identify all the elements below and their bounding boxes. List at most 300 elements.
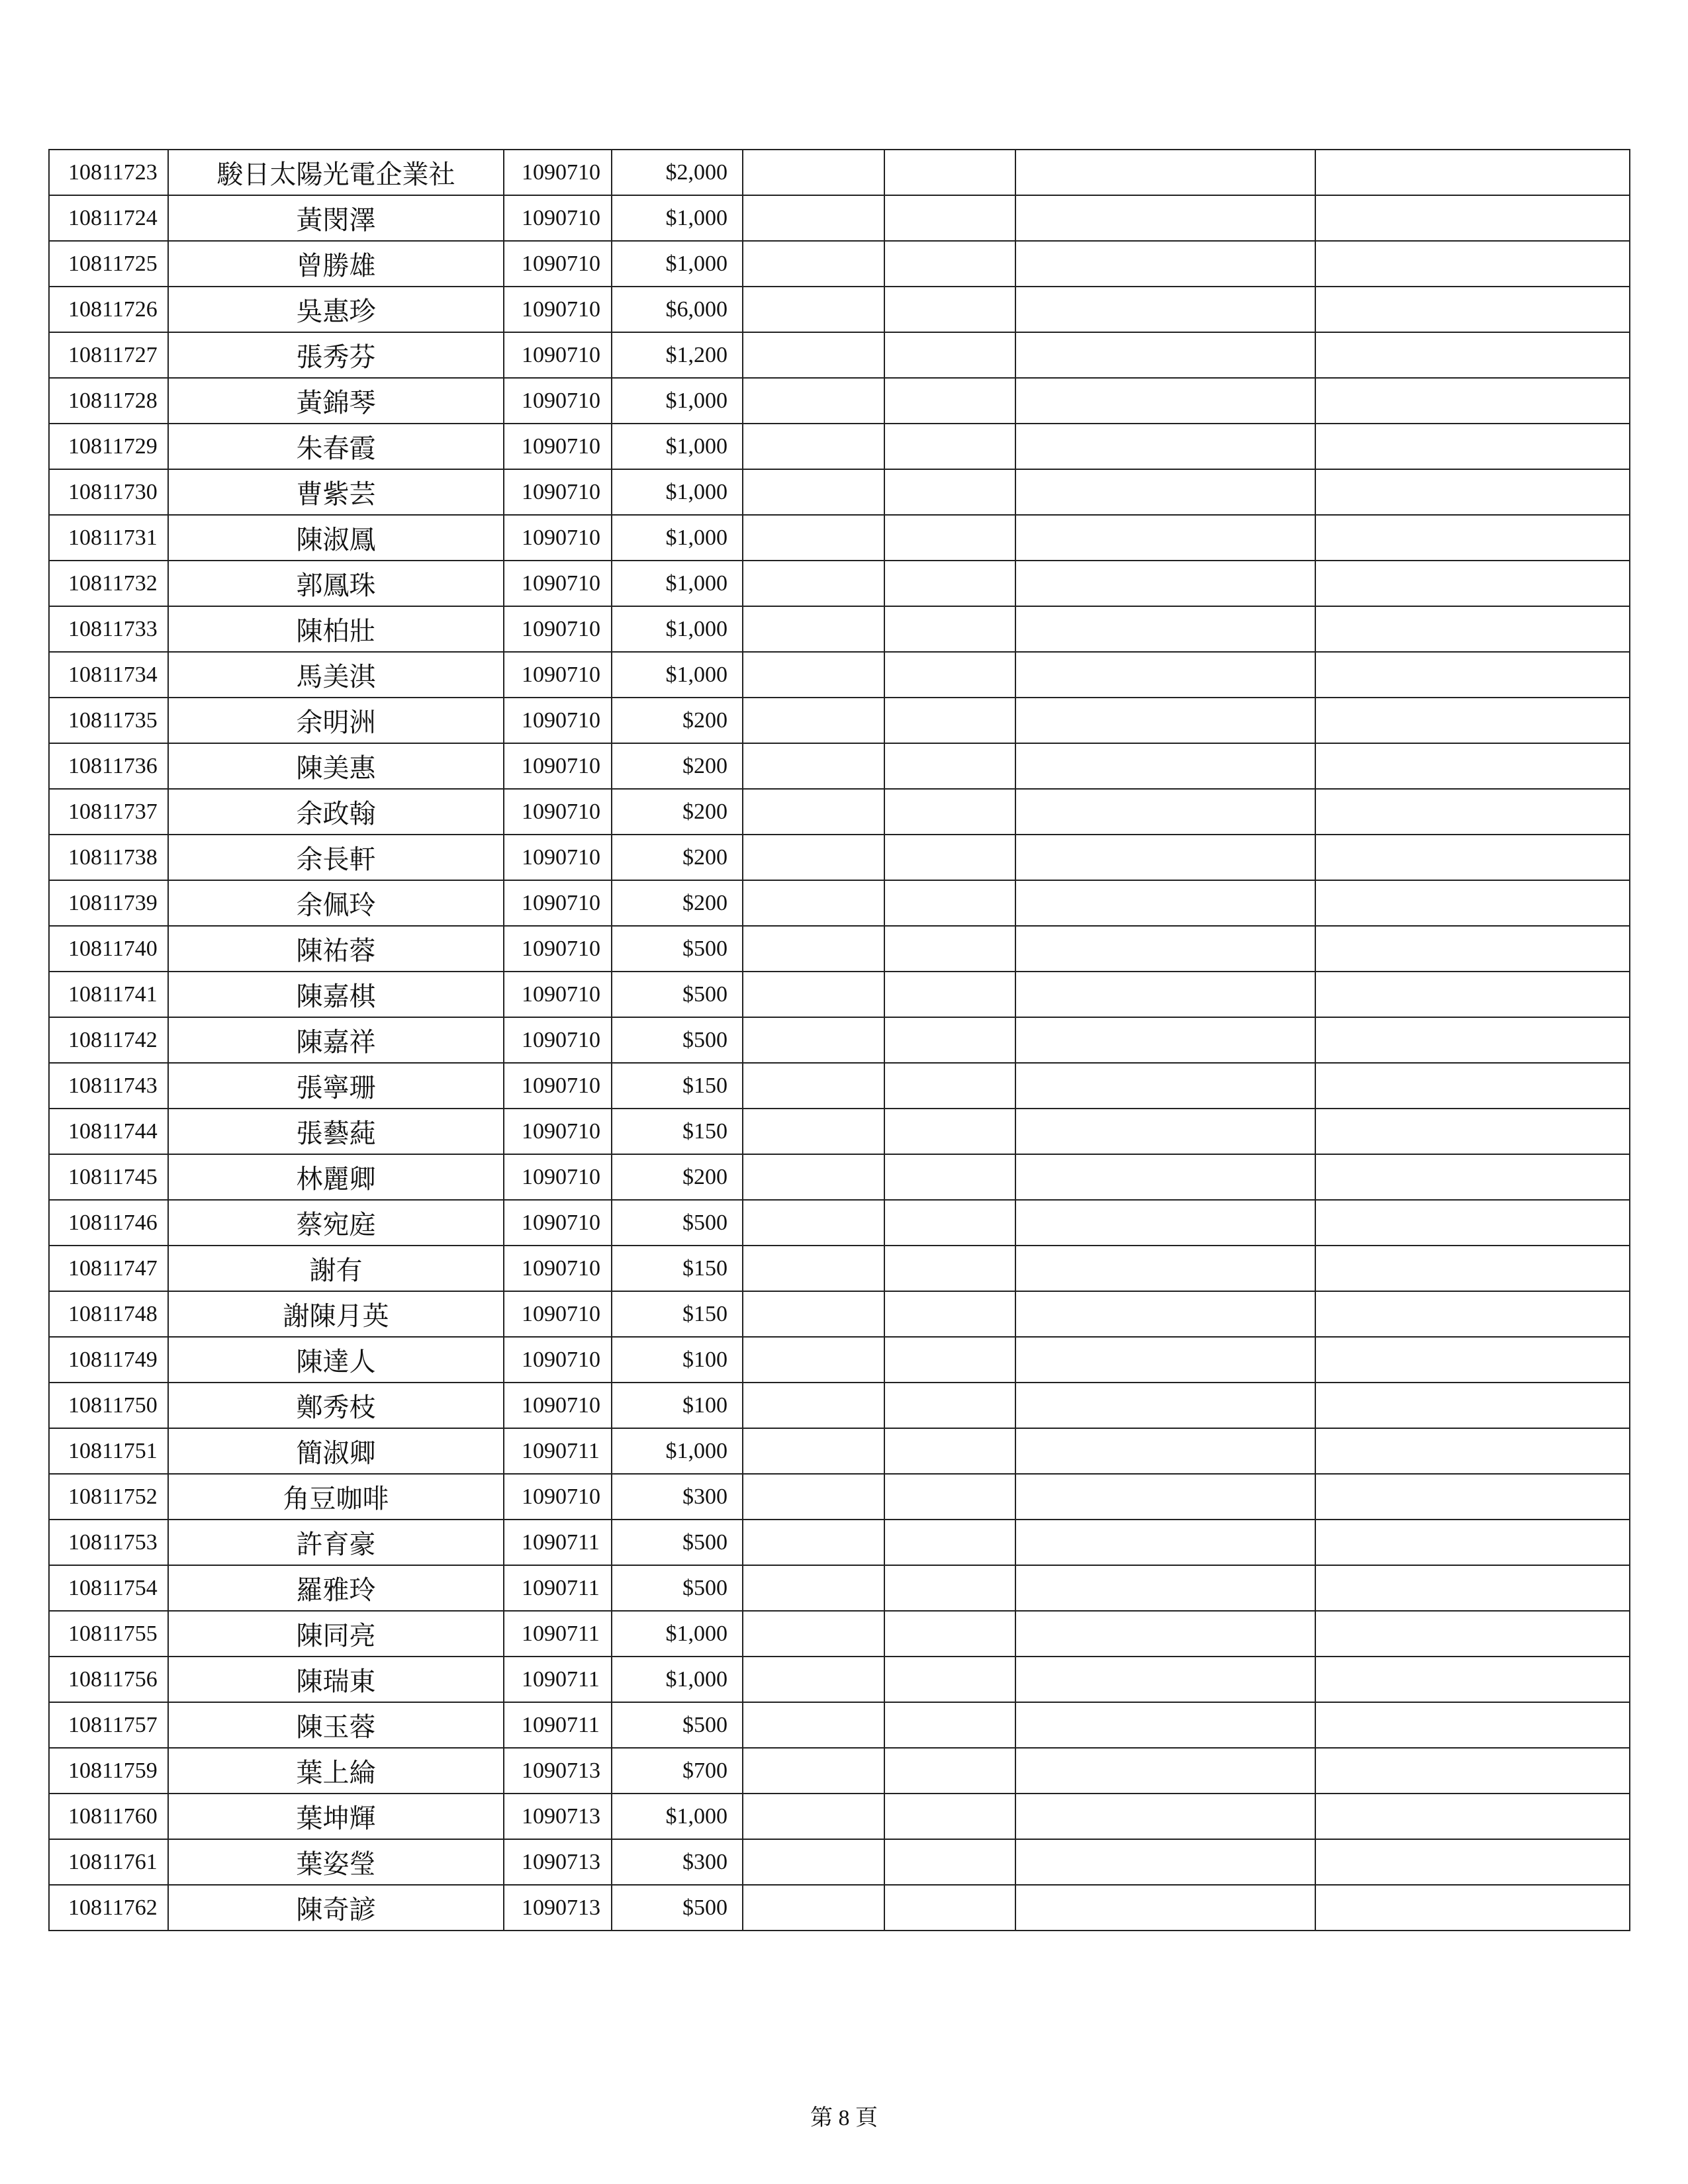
empty-cell xyxy=(1315,150,1630,195)
empty-cell xyxy=(884,1017,1015,1063)
empty-cell xyxy=(884,1885,1015,1931)
empty-cell xyxy=(1015,743,1315,789)
empty-cell xyxy=(1315,743,1630,789)
donation-date-cell: 1090710 xyxy=(504,1063,612,1109)
table-row xyxy=(49,1565,1630,1611)
donor-name-cell: 謝陳月英 xyxy=(168,1291,504,1337)
empty-cell xyxy=(1015,1109,1315,1154)
empty-cell xyxy=(743,789,884,835)
empty-cell xyxy=(743,1794,884,1839)
receipt-number-cell: 10811739 xyxy=(49,880,168,926)
receipt-number-cell: 10811723 xyxy=(49,150,168,195)
receipt-number-cell: 10811752 xyxy=(49,1474,168,1520)
donation-amount-cell: $1,000 xyxy=(612,1611,743,1657)
table-row xyxy=(49,150,1630,195)
empty-cell xyxy=(1015,287,1315,332)
receipt-number-cell: 10811726 xyxy=(49,287,168,332)
empty-cell xyxy=(884,1428,1015,1474)
table-row xyxy=(49,880,1630,926)
empty-cell xyxy=(1315,1794,1630,1839)
donation-date-cell: 1090710 xyxy=(504,1291,612,1337)
donation-amount-cell: $1,000 xyxy=(612,652,743,698)
donor-name-cell: 陳達人 xyxy=(168,1337,504,1383)
donor-name-cell: 陳嘉棋 xyxy=(168,972,504,1017)
empty-cell xyxy=(743,1520,884,1565)
table-row xyxy=(49,332,1630,378)
donor-name-cell: 陳奇諺 xyxy=(168,1885,504,1931)
empty-cell xyxy=(884,880,1015,926)
empty-cell xyxy=(1015,972,1315,1017)
donation-amount-cell: $1,000 xyxy=(612,606,743,652)
empty-cell xyxy=(884,469,1015,515)
donation-date-cell: 1090710 xyxy=(504,743,612,789)
receipt-number-cell: 10811734 xyxy=(49,652,168,698)
empty-cell xyxy=(1015,332,1315,378)
receipt-number-cell: 10811743 xyxy=(49,1063,168,1109)
donation-amount-cell: $500 xyxy=(612,1702,743,1748)
donation-amount-cell: $150 xyxy=(612,1109,743,1154)
donation-date-cell: 1090710 xyxy=(504,1200,612,1246)
empty-cell xyxy=(743,1565,884,1611)
empty-cell xyxy=(743,469,884,515)
receipt-number-cell: 10811762 xyxy=(49,1885,168,1931)
donation-date-cell: 1090710 xyxy=(504,698,612,743)
empty-cell xyxy=(884,606,1015,652)
donation-amount-cell: $200 xyxy=(612,698,743,743)
table-row xyxy=(49,287,1630,332)
empty-cell xyxy=(884,1520,1015,1565)
empty-cell xyxy=(1015,1839,1315,1885)
empty-cell xyxy=(1315,332,1630,378)
donor-name-cell: 張寧珊 xyxy=(168,1063,504,1109)
donation-date-cell: 1090710 xyxy=(504,424,612,469)
donation-amount-cell: $200 xyxy=(612,835,743,880)
empty-cell xyxy=(743,972,884,1017)
empty-cell xyxy=(743,743,884,789)
empty-cell xyxy=(884,1154,1015,1200)
table-body xyxy=(49,150,1630,1931)
donation-amount-cell: $500 xyxy=(612,1885,743,1931)
empty-cell xyxy=(884,1291,1015,1337)
empty-cell xyxy=(1315,1383,1630,1428)
donation-amount-cell: $500 xyxy=(612,1017,743,1063)
empty-cell xyxy=(743,241,884,287)
empty-cell xyxy=(1015,1657,1315,1702)
donor-name-cell: 余長軒 xyxy=(168,835,504,880)
table-row xyxy=(49,652,1630,698)
empty-cell xyxy=(1315,972,1630,1017)
empty-cell xyxy=(1315,469,1630,515)
empty-cell xyxy=(1015,378,1315,424)
empty-cell xyxy=(1015,424,1315,469)
empty-cell xyxy=(1015,469,1315,515)
receipt-number-cell: 10811747 xyxy=(49,1246,168,1291)
table-row xyxy=(49,743,1630,789)
donor-name-cell: 葉姿瑩 xyxy=(168,1839,504,1885)
empty-cell xyxy=(1315,789,1630,835)
empty-cell xyxy=(1015,606,1315,652)
empty-cell xyxy=(1015,1017,1315,1063)
empty-cell xyxy=(1315,926,1630,972)
donation-amount-cell: $200 xyxy=(612,789,743,835)
donor-name-cell: 陳祐蓉 xyxy=(168,926,504,972)
donor-name-cell: 陳淑鳳 xyxy=(168,515,504,561)
empty-cell xyxy=(743,606,884,652)
donation-date-cell: 1090710 xyxy=(504,515,612,561)
donation-date-cell: 1090710 xyxy=(504,835,612,880)
empty-cell xyxy=(884,241,1015,287)
table-row xyxy=(49,1474,1630,1520)
table-row xyxy=(49,241,1630,287)
receipt-number-cell: 10811736 xyxy=(49,743,168,789)
empty-cell xyxy=(1315,1748,1630,1794)
donation-date-cell: 1090713 xyxy=(504,1839,612,1885)
receipt-number-cell: 10811737 xyxy=(49,789,168,835)
donation-amount-cell: $6,000 xyxy=(612,287,743,332)
empty-cell xyxy=(1015,195,1315,241)
receipt-number-cell: 10811757 xyxy=(49,1702,168,1748)
empty-cell xyxy=(884,378,1015,424)
receipt-number-cell: 10811756 xyxy=(49,1657,168,1702)
receipt-number-cell: 10811759 xyxy=(49,1748,168,1794)
donation-amount-cell: $500 xyxy=(612,926,743,972)
receipt-number-cell: 10811735 xyxy=(49,698,168,743)
empty-cell xyxy=(743,1109,884,1154)
empty-cell xyxy=(1315,1017,1630,1063)
donor-name-cell: 羅雅玲 xyxy=(168,1565,504,1611)
table-row xyxy=(49,1337,1630,1383)
empty-cell xyxy=(1315,424,1630,469)
receipt-number-cell: 10811724 xyxy=(49,195,168,241)
donation-amount-cell: $1,000 xyxy=(612,378,743,424)
donation-date-cell: 1090710 xyxy=(504,1109,612,1154)
table-row xyxy=(49,195,1630,241)
empty-cell xyxy=(1015,1291,1315,1337)
empty-cell xyxy=(1315,1520,1630,1565)
empty-cell xyxy=(884,1200,1015,1246)
donation-amount-cell: $200 xyxy=(612,880,743,926)
empty-cell xyxy=(884,1657,1015,1702)
donation-date-cell: 1090713 xyxy=(504,1794,612,1839)
table-row xyxy=(49,1702,1630,1748)
donation-amount-cell: $500 xyxy=(612,1565,743,1611)
empty-cell xyxy=(1315,1611,1630,1657)
donor-name-cell: 余佩玲 xyxy=(168,880,504,926)
donor-name-cell: 簡淑卿 xyxy=(168,1428,504,1474)
donation-date-cell: 1090710 xyxy=(504,1474,612,1520)
donor-name-cell: 郭鳳珠 xyxy=(168,561,504,606)
page-number: 第 8 頁 xyxy=(810,2106,878,2130)
donation-date-cell: 1090711 xyxy=(504,1428,612,1474)
empty-cell xyxy=(1015,880,1315,926)
empty-cell xyxy=(1315,378,1630,424)
empty-cell xyxy=(1015,1565,1315,1611)
donation-amount-cell: $1,000 xyxy=(612,195,743,241)
empty-cell xyxy=(884,698,1015,743)
donor-name-cell: 陳瑞東 xyxy=(168,1657,504,1702)
empty-cell xyxy=(743,1383,884,1428)
empty-cell xyxy=(1015,561,1315,606)
table-row xyxy=(49,1520,1630,1565)
donation-amount-cell: $1,000 xyxy=(612,1794,743,1839)
table-row xyxy=(49,1611,1630,1657)
empty-cell xyxy=(884,1565,1015,1611)
empty-cell xyxy=(884,424,1015,469)
empty-cell xyxy=(884,195,1015,241)
donation-date-cell: 1090710 xyxy=(504,1017,612,1063)
donation-date-cell: 1090710 xyxy=(504,1383,612,1428)
donation-amount-cell: $1,000 xyxy=(612,424,743,469)
table-row xyxy=(49,1748,1630,1794)
donation-date-cell: 1090710 xyxy=(504,332,612,378)
receipt-number-cell: 10811761 xyxy=(49,1839,168,1885)
empty-cell xyxy=(743,1702,884,1748)
empty-cell xyxy=(884,835,1015,880)
empty-cell xyxy=(884,926,1015,972)
donation-amount-cell: $1,000 xyxy=(612,515,743,561)
table-row xyxy=(49,1885,1630,1931)
empty-cell xyxy=(884,1702,1015,1748)
empty-cell xyxy=(1315,1474,1630,1520)
receipt-number-cell: 10811728 xyxy=(49,378,168,424)
donation-date-cell: 1090710 xyxy=(504,469,612,515)
empty-cell xyxy=(1315,1428,1630,1474)
empty-cell xyxy=(1315,606,1630,652)
empty-cell xyxy=(884,1109,1015,1154)
table-row xyxy=(49,698,1630,743)
donation-date-cell: 1090710 xyxy=(504,241,612,287)
empty-cell xyxy=(1315,1109,1630,1154)
empty-cell xyxy=(1015,1474,1315,1520)
table-row xyxy=(49,1291,1630,1337)
empty-cell xyxy=(743,332,884,378)
receipt-number-cell: 10811730 xyxy=(49,469,168,515)
donation-amount-cell: $700 xyxy=(612,1748,743,1794)
donation-date-cell: 1090713 xyxy=(504,1885,612,1931)
donor-name-cell: 朱春霞 xyxy=(168,424,504,469)
donor-name-cell: 許育豪 xyxy=(168,1520,504,1565)
donation-amount-cell: $1,000 xyxy=(612,469,743,515)
receipt-number-cell: 10811733 xyxy=(49,606,168,652)
donation-date-cell: 1090710 xyxy=(504,606,612,652)
table-row xyxy=(49,926,1630,972)
donation-date-cell: 1090710 xyxy=(504,652,612,698)
donation-date-cell: 1090710 xyxy=(504,378,612,424)
donation-amount-cell: $500 xyxy=(612,1200,743,1246)
empty-cell xyxy=(743,1474,884,1520)
donation-amount-cell: $2,000 xyxy=(612,150,743,195)
receipt-number-cell: 10811753 xyxy=(49,1520,168,1565)
donation-date-cell: 1090710 xyxy=(504,1246,612,1291)
donation-amount-cell: $150 xyxy=(612,1063,743,1109)
table-row xyxy=(49,1154,1630,1200)
empty-cell xyxy=(1015,1063,1315,1109)
empty-cell xyxy=(743,835,884,880)
donor-name-cell: 蔡宛庭 xyxy=(168,1200,504,1246)
empty-cell xyxy=(1315,241,1630,287)
empty-cell xyxy=(1015,515,1315,561)
donation-amount-cell: $150 xyxy=(612,1246,743,1291)
empty-cell xyxy=(884,789,1015,835)
donor-name-cell: 鄭秀枝 xyxy=(168,1383,504,1428)
receipt-number-cell: 10811738 xyxy=(49,835,168,880)
receipt-number-cell: 10811755 xyxy=(49,1611,168,1657)
receipt-number-cell: 10811732 xyxy=(49,561,168,606)
donor-name-cell: 張藝蒓 xyxy=(168,1109,504,1154)
donor-name-cell: 曾勝雄 xyxy=(168,241,504,287)
empty-cell xyxy=(884,1794,1015,1839)
empty-cell xyxy=(1315,652,1630,698)
empty-cell xyxy=(884,652,1015,698)
table-row xyxy=(49,1200,1630,1246)
receipt-number-cell: 10811749 xyxy=(49,1337,168,1383)
donation-amount-cell: $200 xyxy=(612,743,743,789)
donation-date-cell: 1090710 xyxy=(504,880,612,926)
empty-cell xyxy=(1315,835,1630,880)
table-row xyxy=(49,378,1630,424)
table-row xyxy=(49,789,1630,835)
receipt-number-cell: 10811731 xyxy=(49,515,168,561)
table-row xyxy=(49,561,1630,606)
table-row xyxy=(49,1428,1630,1474)
donation-date-cell: 1090710 xyxy=(504,195,612,241)
empty-cell xyxy=(1315,287,1630,332)
empty-cell xyxy=(743,378,884,424)
receipt-number-cell: 10811750 xyxy=(49,1383,168,1428)
empty-cell xyxy=(1015,1520,1315,1565)
donation-amount-cell: $1,200 xyxy=(612,332,743,378)
table-row xyxy=(49,1383,1630,1428)
donation-amount-cell: $100 xyxy=(612,1337,743,1383)
donor-name-cell: 謝有 xyxy=(168,1246,504,1291)
donor-name-cell: 黃閔澤 xyxy=(168,195,504,241)
empty-cell xyxy=(743,1337,884,1383)
empty-cell xyxy=(1315,1337,1630,1383)
empty-cell xyxy=(743,926,884,972)
empty-cell xyxy=(743,515,884,561)
receipt-number-cell: 10811740 xyxy=(49,926,168,972)
empty-cell xyxy=(1315,1839,1630,1885)
empty-cell xyxy=(884,150,1015,195)
donor-name-cell: 曹紫芸 xyxy=(168,469,504,515)
empty-cell xyxy=(743,1428,884,1474)
donor-name-cell: 葉坤輝 xyxy=(168,1794,504,1839)
receipt-number-cell: 10811725 xyxy=(49,241,168,287)
donation-amount-cell: $500 xyxy=(612,972,743,1017)
donation-date-cell: 1090711 xyxy=(504,1520,612,1565)
empty-cell xyxy=(884,515,1015,561)
empty-cell xyxy=(1015,1154,1315,1200)
receipt-number-cell: 10811741 xyxy=(49,972,168,1017)
donor-name-cell: 葉上綸 xyxy=(168,1748,504,1794)
empty-cell xyxy=(743,698,884,743)
receipt-number-cell: 10811748 xyxy=(49,1291,168,1337)
donation-date-cell: 1090710 xyxy=(504,287,612,332)
donor-name-cell: 吳惠珍 xyxy=(168,287,504,332)
donation-date-cell: 1090711 xyxy=(504,1611,612,1657)
donation-table xyxy=(48,149,1630,1931)
empty-cell xyxy=(1315,515,1630,561)
empty-cell xyxy=(1015,652,1315,698)
empty-cell xyxy=(743,652,884,698)
receipt-number-cell: 10811746 xyxy=(49,1200,168,1246)
table-row xyxy=(49,1246,1630,1291)
donor-name-cell: 陳同亮 xyxy=(168,1611,504,1657)
empty-cell xyxy=(1015,698,1315,743)
table-row xyxy=(49,1839,1630,1885)
empty-cell xyxy=(1015,1748,1315,1794)
receipt-number-cell: 10811729 xyxy=(49,424,168,469)
empty-cell xyxy=(1315,1657,1630,1702)
empty-cell xyxy=(884,332,1015,378)
donation-date-cell: 1090710 xyxy=(504,926,612,972)
empty-cell xyxy=(743,1063,884,1109)
table-row xyxy=(49,1063,1630,1109)
empty-cell xyxy=(884,561,1015,606)
empty-cell xyxy=(884,287,1015,332)
empty-cell xyxy=(743,150,884,195)
empty-cell xyxy=(1015,1794,1315,1839)
empty-cell xyxy=(1315,1291,1630,1337)
donation-date-cell: 1090710 xyxy=(504,1337,612,1383)
empty-cell xyxy=(743,1839,884,1885)
empty-cell xyxy=(743,424,884,469)
donation-amount-cell: $500 xyxy=(612,1520,743,1565)
empty-cell xyxy=(884,972,1015,1017)
donor-name-cell: 余政翰 xyxy=(168,789,504,835)
empty-cell xyxy=(1015,1611,1315,1657)
empty-cell xyxy=(743,1291,884,1337)
empty-cell xyxy=(743,1657,884,1702)
donation-amount-cell: $300 xyxy=(612,1474,743,1520)
empty-cell xyxy=(1315,1702,1630,1748)
donation-amount-cell: $150 xyxy=(612,1291,743,1337)
empty-cell xyxy=(1315,1246,1630,1291)
receipt-number-cell: 10811745 xyxy=(49,1154,168,1200)
table-row xyxy=(49,1109,1630,1154)
donor-name-cell: 角豆咖啡 xyxy=(168,1474,504,1520)
receipt-number-cell: 10811727 xyxy=(49,332,168,378)
donor-name-cell: 黃錦琴 xyxy=(168,378,504,424)
empty-cell xyxy=(1015,1885,1315,1931)
table-row xyxy=(49,424,1630,469)
donation-amount-cell: $1,000 xyxy=(612,241,743,287)
donation-amount-cell: $1,000 xyxy=(612,1428,743,1474)
empty-cell xyxy=(743,195,884,241)
empty-cell xyxy=(743,1154,884,1200)
donor-name-cell: 陳美惠 xyxy=(168,743,504,789)
empty-cell xyxy=(1315,1200,1630,1246)
empty-cell xyxy=(1015,1702,1315,1748)
receipt-number-cell: 10811754 xyxy=(49,1565,168,1611)
empty-cell xyxy=(1015,1428,1315,1474)
empty-cell xyxy=(1015,241,1315,287)
empty-cell xyxy=(1015,789,1315,835)
empty-cell xyxy=(1315,880,1630,926)
donation-amount-cell: $200 xyxy=(612,1154,743,1200)
empty-cell xyxy=(1315,1063,1630,1109)
empty-cell xyxy=(1315,698,1630,743)
empty-cell xyxy=(884,1611,1015,1657)
donation-date-cell: 1090710 xyxy=(504,561,612,606)
empty-cell xyxy=(884,1474,1015,1520)
empty-cell xyxy=(743,880,884,926)
empty-cell xyxy=(884,1748,1015,1794)
empty-cell xyxy=(1315,561,1630,606)
receipt-number-cell: 10811742 xyxy=(49,1017,168,1063)
table-row xyxy=(49,1657,1630,1702)
empty-cell xyxy=(1315,1885,1630,1931)
